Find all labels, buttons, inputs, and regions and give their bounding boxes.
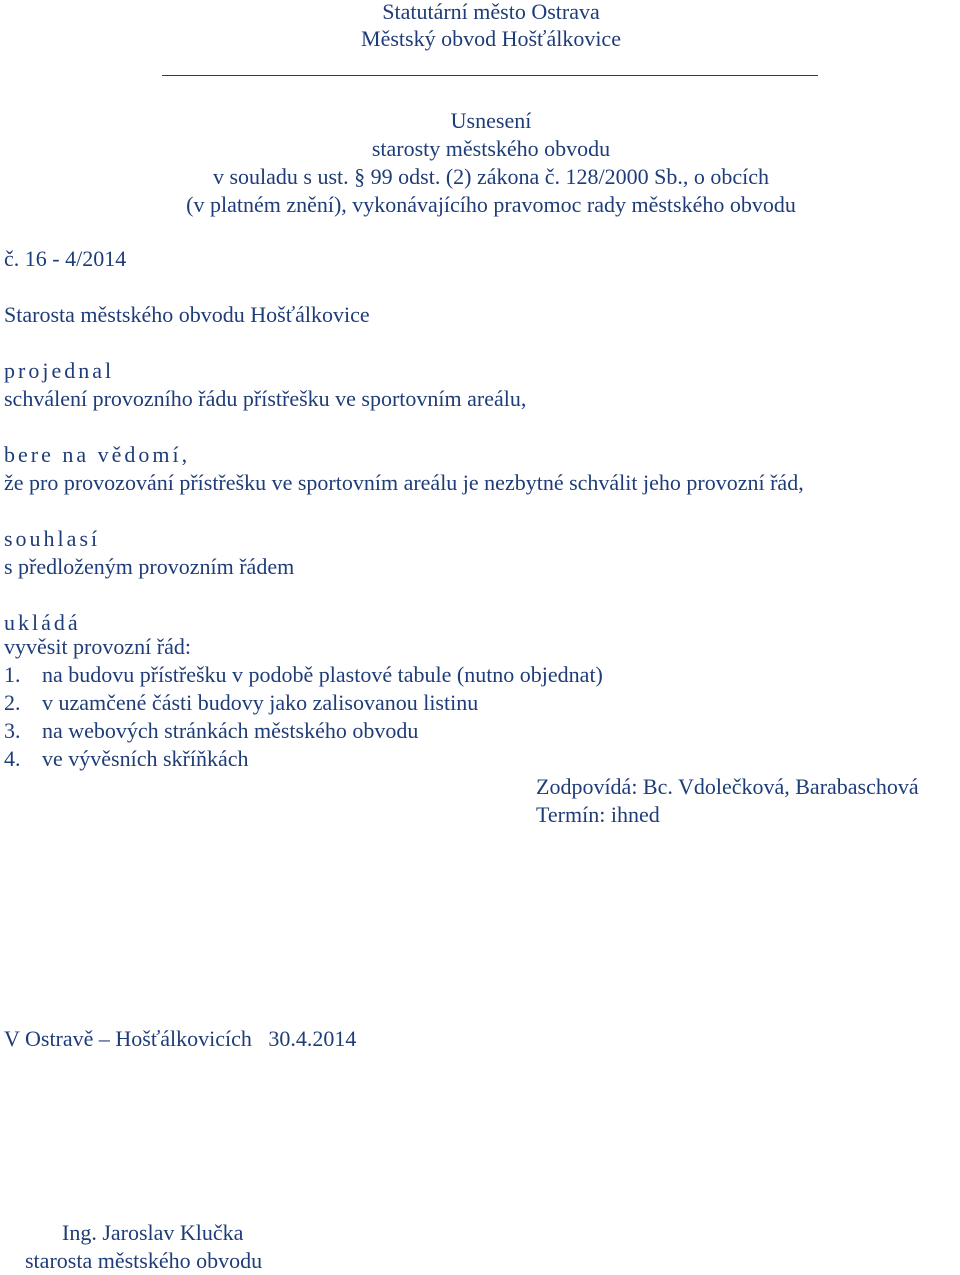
heading-projednal: projednal: [4, 358, 115, 383]
list-item: [4, 745, 249, 773]
list-item: [4, 661, 603, 689]
heading-bere-na-vedomi: bere na vědomí,: [4, 442, 191, 467]
list-item-text: na webových stránkách městského obvodu: [42, 718, 419, 743]
list-item-number: 4.: [4, 746, 21, 771]
heading-souhlasi: souhlasí: [4, 526, 101, 551]
list-item-number: 2.: [4, 690, 21, 715]
signatory-name: Ing. Jaroslav Klučka: [62, 1220, 244, 1245]
text-souhlasi: s předloženým provozním řádem: [4, 554, 295, 579]
header-divider: [162, 75, 818, 76]
doc-title: Usnesení: [450, 108, 532, 133]
list-item-text: v uzamčené části budovy jako zalisovanou listinu: [42, 690, 479, 715]
responsible-persons: Zodpovídá: Bc. Vdolečková, Barabaschová: [536, 774, 919, 799]
list-item: [4, 689, 478, 717]
text-uklada-intro: vyvěsit provozní řád:: [4, 634, 191, 659]
doc-title-subtitle: starosty městského obvodu: [371, 136, 611, 161]
text-bere-na-vedomi: že pro provozování přístřešku ve sportovním areálu je nezbytné schválit jeho provozní řád,: [4, 470, 804, 495]
header-district: Městský obvod Hošťálkovice: [361, 26, 621, 51]
signatory-role: starosta městského obvodu: [25, 1248, 263, 1273]
list-item: [4, 717, 418, 745]
resolution-number: č. 16 - 4/2014: [4, 246, 127, 271]
subject-line: Starosta městského obvodu Hošťálkovice: [4, 302, 370, 327]
deadline: Termín: ihned: [536, 802, 660, 827]
list-item-text: ve vývěsních skříňkách: [42, 746, 249, 771]
text-projednal: schválení provozního řádu přístřešku ve sportovním areálu,: [4, 386, 527, 411]
list-item-number: 1.: [4, 662, 21, 687]
heading-uklada: ukládá: [4, 610, 81, 635]
doc-legal-basis-cont: (v platném znění), vykonávajícího pravomoc rady městského obvodu: [186, 192, 796, 217]
doc-legal-basis: v souladu s ust. § 99 odst. (2) zákona č. 128/2000 Sb., o obcích: [212, 164, 770, 189]
list-item-number: 3.: [4, 718, 21, 743]
header-city: Statutární město Ostrava: [382, 0, 600, 24]
place-and-date: V Ostravě – Hošťálkovicích 30.4.2014: [4, 1026, 357, 1051]
list-item-text: na budovu přístřešku v podobě plastové tabule (nutno objednat): [42, 662, 603, 687]
